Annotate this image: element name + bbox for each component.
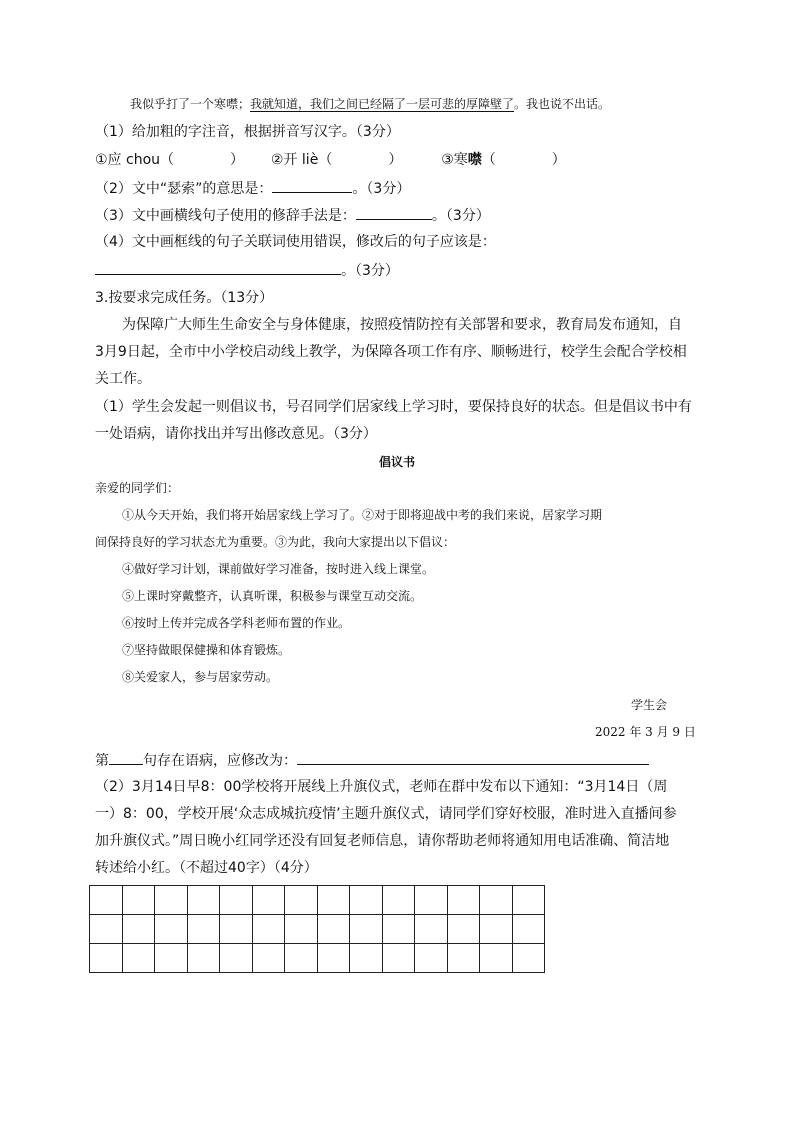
q2-prompt: （2）文中“瑟索”的意思是： bbox=[95, 181, 273, 197]
grid-cell[interactable] bbox=[382, 886, 415, 915]
grid-cell[interactable] bbox=[317, 915, 350, 944]
q3-score: 。（3分） bbox=[431, 208, 490, 224]
section3-intro-2: 3月9日起，全市中小学校启动线上教学，为保障各项工作有序、顺畅进行，校学生会配合学校相 bbox=[95, 344, 687, 360]
section3-intro-3: 关工作。 bbox=[95, 371, 151, 387]
grid-row bbox=[90, 944, 545, 973]
grid-cell[interactable] bbox=[512, 915, 545, 944]
passage-line bbox=[130, 94, 610, 114]
grid-cell[interactable] bbox=[480, 886, 513, 915]
grid-cell[interactable] bbox=[382, 944, 415, 973]
q4-prompt: （4）文中画框线的句子关联词使用错误，修改后的句子应该是： bbox=[95, 234, 496, 250]
q1-item2-label: ②开 liè（ bbox=[270, 152, 333, 168]
grid-cell[interactable] bbox=[122, 944, 155, 973]
grid-cell[interactable] bbox=[317, 944, 350, 973]
grid-cell[interactable] bbox=[90, 915, 123, 944]
sub1-line-1: （1）学生会发起一则倡议书，号召同学们居家线上学习时，要保持良好的状态。但是倡议书中有 bbox=[95, 399, 692, 415]
grid-cell[interactable] bbox=[285, 944, 318, 973]
letter-date: 2022 年 3 月 9 日 bbox=[595, 725, 696, 739]
grid-cell[interactable] bbox=[512, 944, 545, 973]
q1-item2-close: ） bbox=[388, 152, 403, 168]
answer-prefix: 第 bbox=[95, 753, 109, 769]
revision-blank[interactable] bbox=[297, 750, 649, 765]
grid-cell[interactable] bbox=[447, 886, 480, 915]
letter-item-8: ⑧关爱家人，参与居家劳动。 bbox=[122, 670, 279, 684]
letter-paragraph-1a: ①从今天开始，我们将开始居家线上学习了。②对于即将迎战中考的我们来说，居家学习期 bbox=[122, 508, 603, 522]
grid-cell[interactable] bbox=[350, 944, 383, 973]
sub2-line-3: 加升旗仪式。”周日晚小红同学还没有回复老师信息，请你帮助老师将通知用电话准确、简洁地 bbox=[95, 833, 670, 849]
q3-answer-blank[interactable] bbox=[356, 205, 432, 220]
grid-cell[interactable] bbox=[220, 886, 253, 915]
grid-cell[interactable] bbox=[382, 915, 415, 944]
q1-item3-close: ） bbox=[551, 152, 566, 168]
grid-cell[interactable] bbox=[480, 915, 513, 944]
q1-prompt: （1）给加粗的字注音，根据拼音写汉字。（3分） bbox=[95, 124, 400, 140]
q4-answer-line bbox=[95, 260, 399, 281]
passage-after: 。我也说不出话。 bbox=[514, 97, 611, 111]
grid-cell[interactable] bbox=[122, 915, 155, 944]
letter-signature: 学生会 bbox=[631, 698, 668, 712]
q1-items bbox=[95, 150, 566, 170]
grid-cell[interactable] bbox=[220, 915, 253, 944]
grid-cell[interactable] bbox=[155, 944, 188, 973]
sub2-line-4: 转述给小红。（不超过40字）（4分） bbox=[95, 860, 318, 876]
grid-row bbox=[90, 915, 545, 944]
grid-cell[interactable] bbox=[252, 944, 285, 973]
grid-cell[interactable] bbox=[187, 915, 220, 944]
grid-cell[interactable] bbox=[285, 886, 318, 915]
q4-answer-blank[interactable] bbox=[95, 260, 341, 275]
grid-cell[interactable] bbox=[447, 944, 480, 973]
grid-cell[interactable] bbox=[285, 915, 318, 944]
letter-item-6: ⑥按时上传并完成各学科老师布置的作业。 bbox=[122, 616, 351, 630]
answer-line bbox=[95, 750, 649, 771]
grid-cell[interactable] bbox=[350, 886, 383, 915]
grid-cell[interactable] bbox=[122, 886, 155, 915]
grid-cell[interactable] bbox=[155, 886, 188, 915]
grid-cell[interactable] bbox=[252, 915, 285, 944]
passage-underlined-sentence: 我就知道，我们之间已经隔了一层可悲的厚障壁了 bbox=[250, 97, 515, 111]
sub1-line-2: 一处语病，请你找出并写出修改意见。（3分） bbox=[95, 426, 377, 442]
passage-before: 我似乎打了一个寒噤； bbox=[130, 97, 251, 111]
answer-middle: 句存在语病，应修改为： bbox=[143, 753, 297, 769]
grid-cell[interactable] bbox=[187, 944, 220, 973]
grid-cell[interactable] bbox=[317, 886, 350, 915]
grid-cell[interactable] bbox=[480, 944, 513, 973]
q3-prompt: （3）文中画横线句子使用的修辞手法是： bbox=[95, 208, 356, 224]
answer-grid bbox=[89, 885, 545, 973]
q4-score: 。（3分） bbox=[341, 263, 399, 279]
q1-item1-close: ） bbox=[230, 152, 245, 168]
grid-cell[interactable] bbox=[90, 886, 123, 915]
grid-cell[interactable] bbox=[252, 886, 285, 915]
grid-cell[interactable] bbox=[415, 886, 448, 915]
section3-intro-1: 为保障广大师生生命安全与身体健康，按照疫情防控有关部署和要求，教育局发布通知，自 bbox=[122, 317, 682, 333]
sub2-line-2: 一）8：00，学校开展‘众志成城抗疫情’主题升旗仪式，请同学们穿好校服，准时进入直播间参 bbox=[95, 806, 677, 822]
letter-item-7: ⑦坚持做眼保健操和体育锻炼。 bbox=[122, 643, 291, 657]
section3-heading: 3.按要求完成任务。（13分） bbox=[95, 290, 274, 306]
sub2-line-1: （2）3月14日早8：00学校将开展线上升旗仪式，老师在群中发布以下通知：“3月14日（周 bbox=[95, 779, 668, 795]
grid-cell[interactable] bbox=[90, 944, 123, 973]
letter-paragraph-1b: 间保持良好的学习状态尤为重要。③为此，我向大家提出以下倡议： bbox=[95, 535, 456, 549]
grid-cell[interactable] bbox=[220, 944, 253, 973]
q1-item1-label: ①应 chou（ bbox=[95, 152, 175, 168]
sentence-number-blank[interactable] bbox=[109, 750, 143, 765]
q2-answer-blank[interactable] bbox=[272, 178, 352, 193]
q1-item3-bold-char: 噤 bbox=[467, 152, 482, 168]
letter-greeting: 亲爱的同学们： bbox=[95, 481, 180, 495]
q2-score: 。（3分） bbox=[352, 181, 411, 197]
grid-cell[interactable] bbox=[187, 886, 220, 915]
letter-item-5: ⑤上课时穿戴整齐，认真听课，积极参与课堂互动交流。 bbox=[122, 589, 423, 603]
letter-title: 倡议书 bbox=[378, 455, 415, 469]
grid-cell[interactable] bbox=[155, 915, 188, 944]
q1-item3-label: ③寒 bbox=[441, 152, 468, 168]
q2-line bbox=[95, 178, 410, 199]
grid-cell[interactable] bbox=[350, 915, 383, 944]
grid-cell[interactable] bbox=[415, 915, 448, 944]
grid-cell[interactable] bbox=[447, 915, 480, 944]
q3-line bbox=[95, 205, 490, 226]
letter-item-4: ④做好学习计划，课前做好学习准备，按时进入线上课堂。 bbox=[122, 562, 435, 576]
q1-item3-open: （ bbox=[481, 152, 496, 168]
grid-cell[interactable] bbox=[512, 886, 545, 915]
grid-row bbox=[90, 886, 545, 915]
grid-cell[interactable] bbox=[415, 944, 448, 973]
